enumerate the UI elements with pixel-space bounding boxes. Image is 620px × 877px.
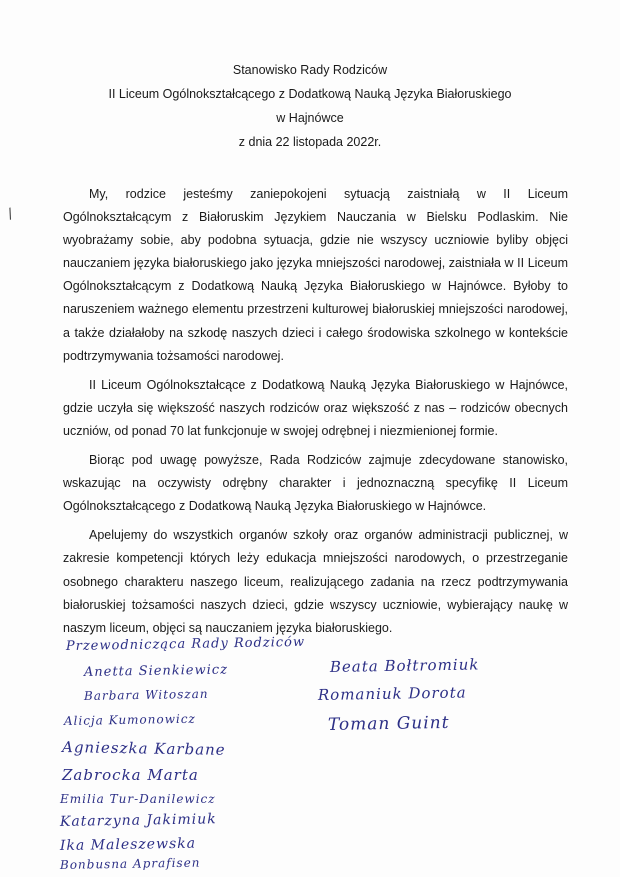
school-name: II Liceum Ogólnokształcącego z Dodatkową Nauką Języka Białoruskiego	[108, 87, 512, 101]
signature-left-6: Zabrocka Marta	[62, 766, 199, 784]
school-location: w Hajnówce	[276, 111, 344, 125]
signature-right-1: Beata Bołtromiuk	[329, 655, 480, 676]
document-title: Stanowisko Rady Rodziców	[232, 63, 388, 77]
signature-left-5: Agnieszka Karbane	[61, 738, 226, 759]
signature-right-2: Romaniuk Dorota	[317, 683, 467, 704]
signature-left-4: Alicja Kumonowicz	[63, 711, 196, 728]
paragraph-4: Apelujemy do wszystkich organów szkoły oraz organów administracji publicznej, w zakresie kompetencji których leży edukacja mniejszości narodowych, o przestrzeganie osobnego charakteru naszego liceum, realizującego zadania na rzecz podtrzymywania białoruskiej tożsamości naszych dzieci, gdzie wszyscy uczniowie, wybierający naukę w naszym liceum, objęci są nauczaniem języka białoruskiego.	[63, 528, 568, 635]
document-header	[0, 58, 620, 154]
paragraph-2: II Liceum Ogólnokształcące z Dodatkową Nauką Języka Białoruskiego w Hajnówce, gdzie uczyła się większość naszych rodziców oraz większość z nas – rodziców obecnych uczniów, od ponad 70 lat funkcjonuje w swojej odrębnej i niezmienionej formie.	[63, 377, 568, 438]
document-body	[63, 183, 568, 646]
signature-left-2: Anetta Sienkiewicz	[83, 662, 229, 680]
paragraph-1: My, rodzice jesteśmy zaniepokojeni sytuacją zaistniałą w II Liceum Ogólnokształcącym z Białoruskim Językiem Nauczania w Bielsku Podlaskim. Nie wyobrażamy sobie, aby podobna sytuacja, gdzie nie wszyscy uczniowie byliby objęci nauczaniem języka białoruskiego jako języka mniejszości narodowej, zaistniała w II Liceum Ogólnokształcącym z Dodatkową Nauką Języka Białoruskiego w Hajnówce. Byłoby to naruszeniem ważnego elementu przestrzeni kulturowej białoruskiej mniejszości narodowej, a także działałoby na szkodę naszych dzieci i całego środowiska szkolnego w kontekście podtrzymywania tożsamości narodowej.	[63, 187, 568, 363]
signature-left-9: Ika Maleszewska	[59, 835, 197, 854]
signature-left-3: Barbara Witoszan	[83, 686, 209, 703]
document-date: z dnia 22 listopada 2022r.	[238, 135, 382, 149]
signature-left-7: Emilia Tur-Danilewicz	[60, 792, 216, 806]
paragraph-3: Biorąc pod uwagę powyższe, Rada Rodziców zajmuje zdecydowane stanowisko, wskazując na oczywisty odrębny charakter i jednoznaczną specyfikę II Liceum Ogólnokształcącego z Dodatkową Nauką Języka Białoruskiego w Hajnówce.	[63, 453, 568, 514]
signature-left-10: Bonbusna Aprafisen	[59, 855, 201, 872]
signature-left-1: Przewodnicząca Rady Rodziców	[65, 634, 306, 654]
signature-right-3: Toman Guint	[327, 712, 450, 735]
signature-left-8: Katarzyna Jakimiuk	[59, 811, 217, 830]
margin-pen-mark: ∕	[5, 205, 16, 223]
